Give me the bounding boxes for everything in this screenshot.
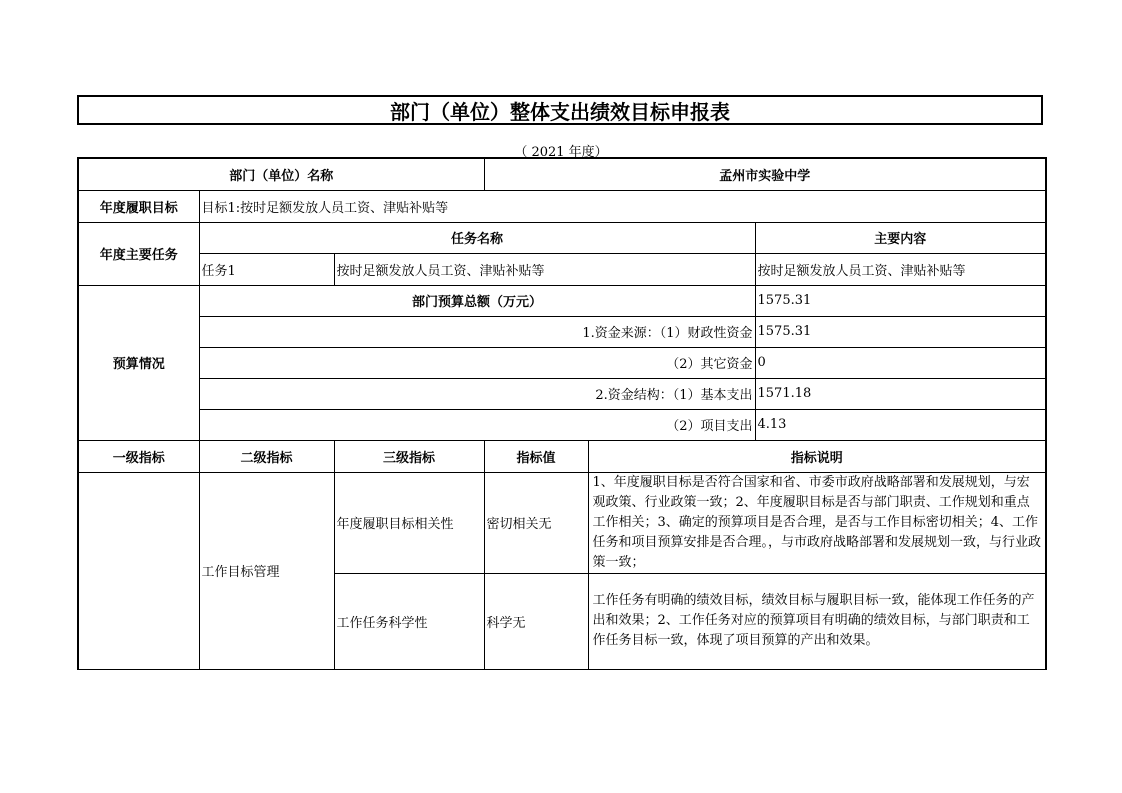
budget-basic-value: 1571.18 <box>755 378 1046 409</box>
indicator-header-level1: 一级指标 <box>78 440 199 472</box>
indicator-level3: 年度履职目标相关性 <box>334 472 484 573</box>
budget-total-label: 部门预算总额（万元） <box>199 285 755 316</box>
indicator-value: 密切相关无 <box>484 472 588 573</box>
budget-total-row <box>78 285 1046 316</box>
budget-project-label: （2）项目支出 <box>199 409 755 440</box>
indicator-header-level2: 二级指标 <box>199 440 334 472</box>
task-content: 按时足额发放人员工资、津贴补贴等 <box>755 253 1046 285</box>
budget-basic-label: 2.资金结构：（1）基本支出 <box>199 378 755 409</box>
indicator-header-desc: 指标说明 <box>588 440 1046 472</box>
task-content-header: 主要内容 <box>755 222 1046 253</box>
budget-project-row <box>78 409 1046 440</box>
task-name: 按时足额发放人员工资、津贴补贴等 <box>334 253 755 285</box>
budget-fiscal-label: 1.资金来源：（1）财政性资金 <box>199 316 755 347</box>
indicator-header-level3: 三级指标 <box>334 440 484 472</box>
indicator-level2: 工作目标管理 <box>199 472 334 669</box>
task-header-row <box>78 222 1046 253</box>
form-title: 部门（单位）整体支出绩效目标申报表 <box>77 95 1043 125</box>
budget-fiscal-value: 1575.31 <box>755 316 1046 347</box>
budget-label: 预算情况 <box>78 285 199 440</box>
budget-other-row <box>78 347 1046 378</box>
year-label: （ 2021 年度） <box>514 145 608 160</box>
budget-fiscal-row <box>78 316 1046 347</box>
indicator-level3: 工作任务科学性 <box>334 573 484 669</box>
budget-other-label: （2）其它资金 <box>199 347 755 378</box>
indicator-row <box>78 472 1046 573</box>
task-name-header: 任务名称 <box>199 222 755 253</box>
annual-goal-value: 目标1:按时足额发放人员工资、津贴补贴等 <box>199 190 1046 222</box>
dept-row <box>78 158 1046 190</box>
annual-goal-row <box>78 190 1046 222</box>
indicator-header-row <box>78 440 1046 472</box>
budget-project-value: 4.13 <box>755 409 1046 440</box>
budget-other-value: 0 <box>755 347 1046 378</box>
task-row <box>78 253 1046 285</box>
indicator-value: 科学无 <box>484 573 588 669</box>
dept-name: 孟州市实验中学 <box>484 158 1046 190</box>
task-id: 任务1 <box>199 253 334 285</box>
annual-goal-label: 年度履职目标 <box>78 190 199 222</box>
indicator-desc: 工作任务有明确的绩效目标，绩效目标与履职目标一致，能体现工作任务的产出和效果；2、工作任务对应的预算项目有明确的绩效目标，与部门职责和工作任务目标一致，体现了项目预算的产出和效果。 <box>588 573 1046 669</box>
budget-total-value: 1575.31 <box>755 285 1046 316</box>
indicator-desc: 1、年度履职目标是否符合国家和省、市委市政府战略部署和发展规划，与宏观政策、行业政策一致；2、年度履职目标是否与部门职责、工作规划和重点工作相关；3、确定的预算项目是否合理，是否与工作目标密切相关；4、工作任务和项目预算安排是否合理。，与市政府战略部署和发展规划一致，与行业政策一致； <box>588 472 1046 573</box>
dept-label: 部门（单位）名称 <box>78 158 484 190</box>
indicator-header-value: 指标值 <box>484 440 588 472</box>
performance-form-table <box>77 157 1047 670</box>
indicator-level1-cell <box>78 472 199 669</box>
budget-basic-row <box>78 378 1046 409</box>
tasks-label: 年度主要任务 <box>78 222 199 285</box>
